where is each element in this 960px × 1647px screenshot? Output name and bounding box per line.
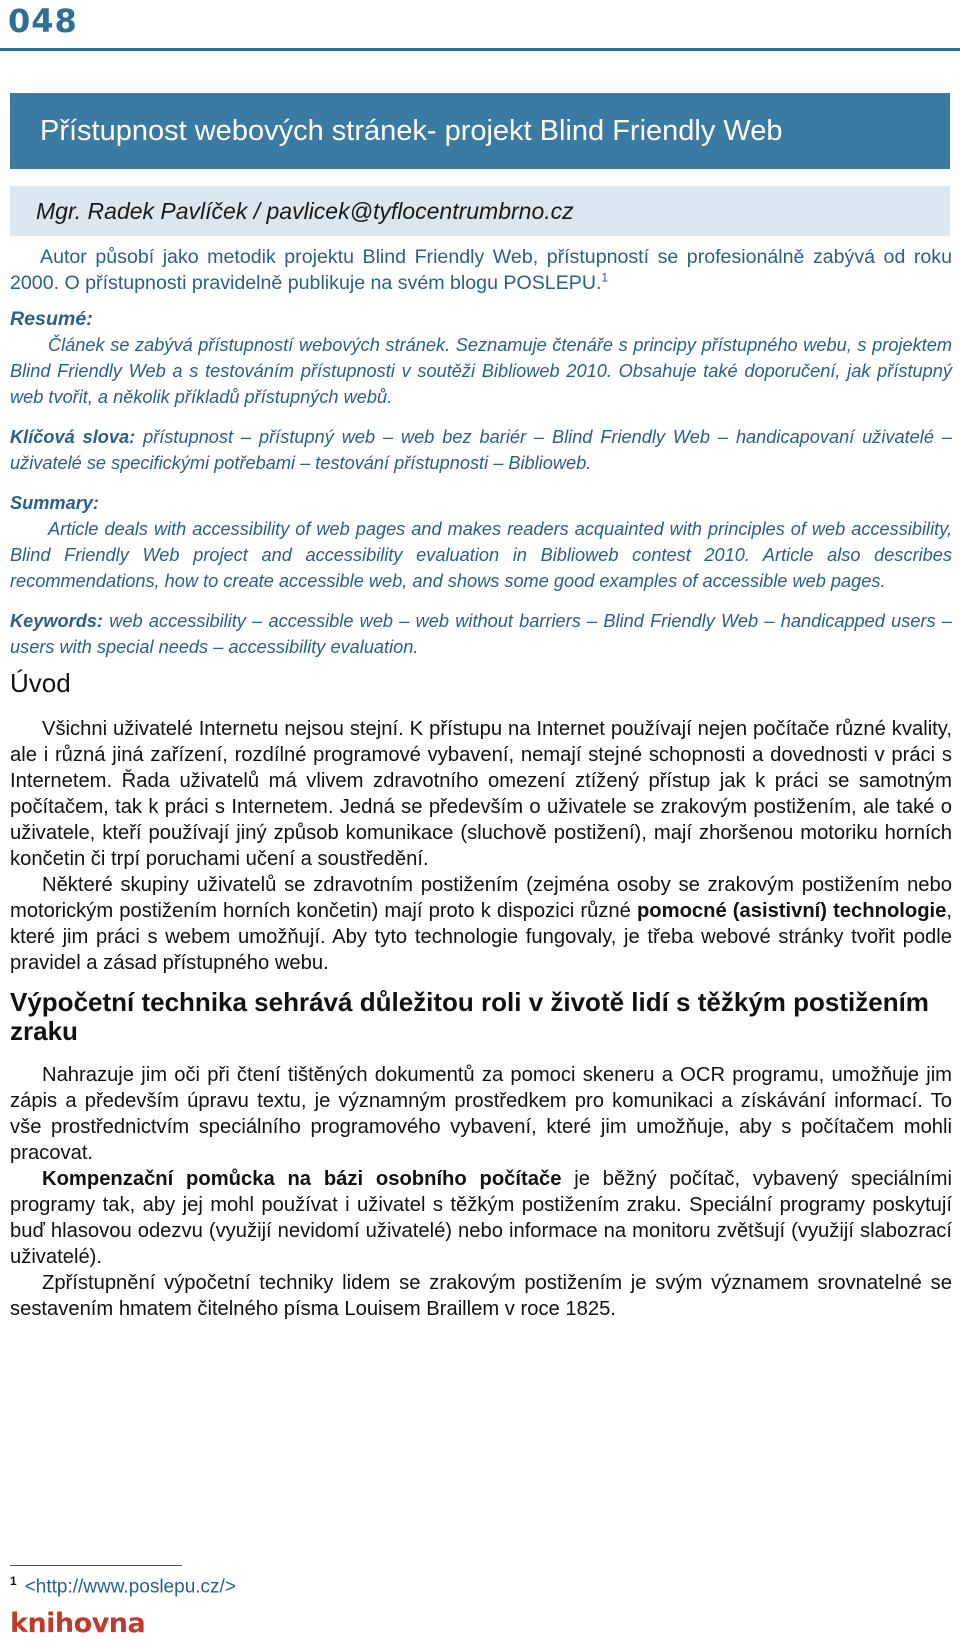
intro-p2-start: Některé skupiny uživatelů se zdravotním postižením (zejména osoby se zrakovým postižením nebo motorickým postižením horních končetin) mají proto k dispozici různé — [10, 874, 952, 922]
resume-keywords-text: přístupnost – přístupný web – web bez bariér – Blind Friendly Web – handicapovaní uživatelé – uživatelé se specifickými potřebami – testování přístupnosti – Biblioweb. — [10, 427, 952, 473]
author-line: Mgr. Radek Pavlíček / pavlicek@tyflocentrumbrno.cz — [36, 197, 574, 224]
summary-heading: Summary: — [10, 493, 99, 513]
article-body — [10, 244, 952, 1322]
author-bio — [10, 244, 952, 296]
article-title: Přístupnost webových stránek- projekt Blind Friendly Web — [40, 114, 783, 147]
section-paragraph-2 — [10, 1166, 952, 1270]
footnote-marker[interactable]: 1 — [601, 270, 609, 285]
section-paragraph-3: Zpřístupnění výpočetní techniky lidem se zrakovým postižením je svým významem srovnatelné se sestavením hmatem čitelného písma Louisem Braillem v roce 1825. — [10, 1272, 952, 1320]
summary-text: Article deals with accessibility of web pages and makes readers acquainted with principles of web accessibility, Blind Friendly Web project and accessibility evaluation in Biblioweb contest 2010. Article also describes recommendations, how to create accessible web, and shows some good examples of accessible web pages. — [10, 519, 952, 591]
intro-p2-bold: pomocné (asistivní) technologie — [636, 900, 947, 922]
resume-heading: Resumé: — [10, 308, 93, 330]
footnote-number: 1 — [10, 1574, 17, 1588]
intro-heading: Úvod — [10, 668, 71, 698]
summary-keywords-text: web accessibility – accessible web – web without barriers – Blind Friendly Web – handicapped users – users with special needs – accessibility evaluation. — [10, 611, 952, 657]
author-bio-text: Autor působí jako metodik projektu Blind Friendly Web, přístupností se profesionálně zabývá od roku 2000. O přístupnosti pravidelně publikuje na svém blogu POSLEPU. — [10, 246, 952, 294]
intro-paragraph-1: Všichni uživatelé Internetu nejsou stejní. K přístupu na Internet používají nejen počítače různé kvality, ale i různá jiná zařízení, rozdílné programové vybavení, nemají stejné schopnosti a dovednosti v práci s Internetem. Řada uživatelů má vlivem zdravotního omezení ztížený přístup jak k práci se samotným počítačem, tak k práci s Internetem. Jedná se především o uživatele se zrakovým postižením, ale také o uživatele, kteří používají jiný způsob komunikace (sluchově postižení), mají zhoršenou motoriku horních končetin či trpí poruchami učení a soustředění. — [10, 718, 952, 870]
section-p2-end: je běžný počítač, vybavený speciálními programy tak, aby jej mohl používat i uživatel s těžkým postižením zraku. Speciální programy poskytují buď hlasovou odezvu (využijí nevidomí uživatelé) nebo informace na monitoru zvětšují (využijí slabozrací uživatelé). — [10, 1168, 952, 1268]
section-p2-bold: Kompenzační pomůcka na bázi osobního počítače — [42, 1168, 562, 1190]
section-paragraph-1: Nahrazuje jim oči při čtení tištěných dokumentů za pomoci skeneru a OCR programu, umožňuje jim zápis a především úpravu textu, je významným prostředkem pro komunikaci a získávání informací. To vše prostřednictvím speciálního programového vybavení, které jim umožňuje, aby s počítačem mohli pracovat. — [10, 1064, 952, 1164]
section-heading: Výpočetní technika sehrává důležitou roli v životě lidí s těžkým postižením zraku — [10, 987, 929, 1046]
summary-keywords — [10, 608, 952, 660]
summary-keywords-label: Keywords: — [10, 611, 103, 631]
resume-keywords-label: Klíčová slova: — [10, 427, 136, 447]
top-divider — [0, 48, 960, 51]
footnote-divider — [10, 1565, 182, 1566]
title-banner — [10, 93, 950, 169]
resume-keywords — [10, 424, 952, 476]
page-number: 048 — [8, 2, 78, 40]
footnote — [10, 1574, 236, 1598]
author-banner — [10, 186, 950, 236]
intro-paragraph-2 — [10, 872, 952, 976]
resume-text: Článek se zabývá přístupností webových stránek. Seznamuje čtenáře s principy přístupného webu, s projektem Blind Friendly Web a s testováním přístupnosti v soutěži Biblioweb 2010. Obsahuje také doporučení, jak přístupný web tvořit, a několik příkladů přístupných webů. — [10, 335, 952, 407]
footnote-link[interactable]: <http://www.poslepu.cz/> — [24, 1576, 236, 1598]
intro-p2-end: , které jim práci s webem umožňují. Aby tyto technologie fungovaly, je třeba webové stránky tvořit podle pravidel a zásad přístupného webu. — [10, 900, 952, 974]
publication-logo: knihovna — [10, 1608, 146, 1639]
